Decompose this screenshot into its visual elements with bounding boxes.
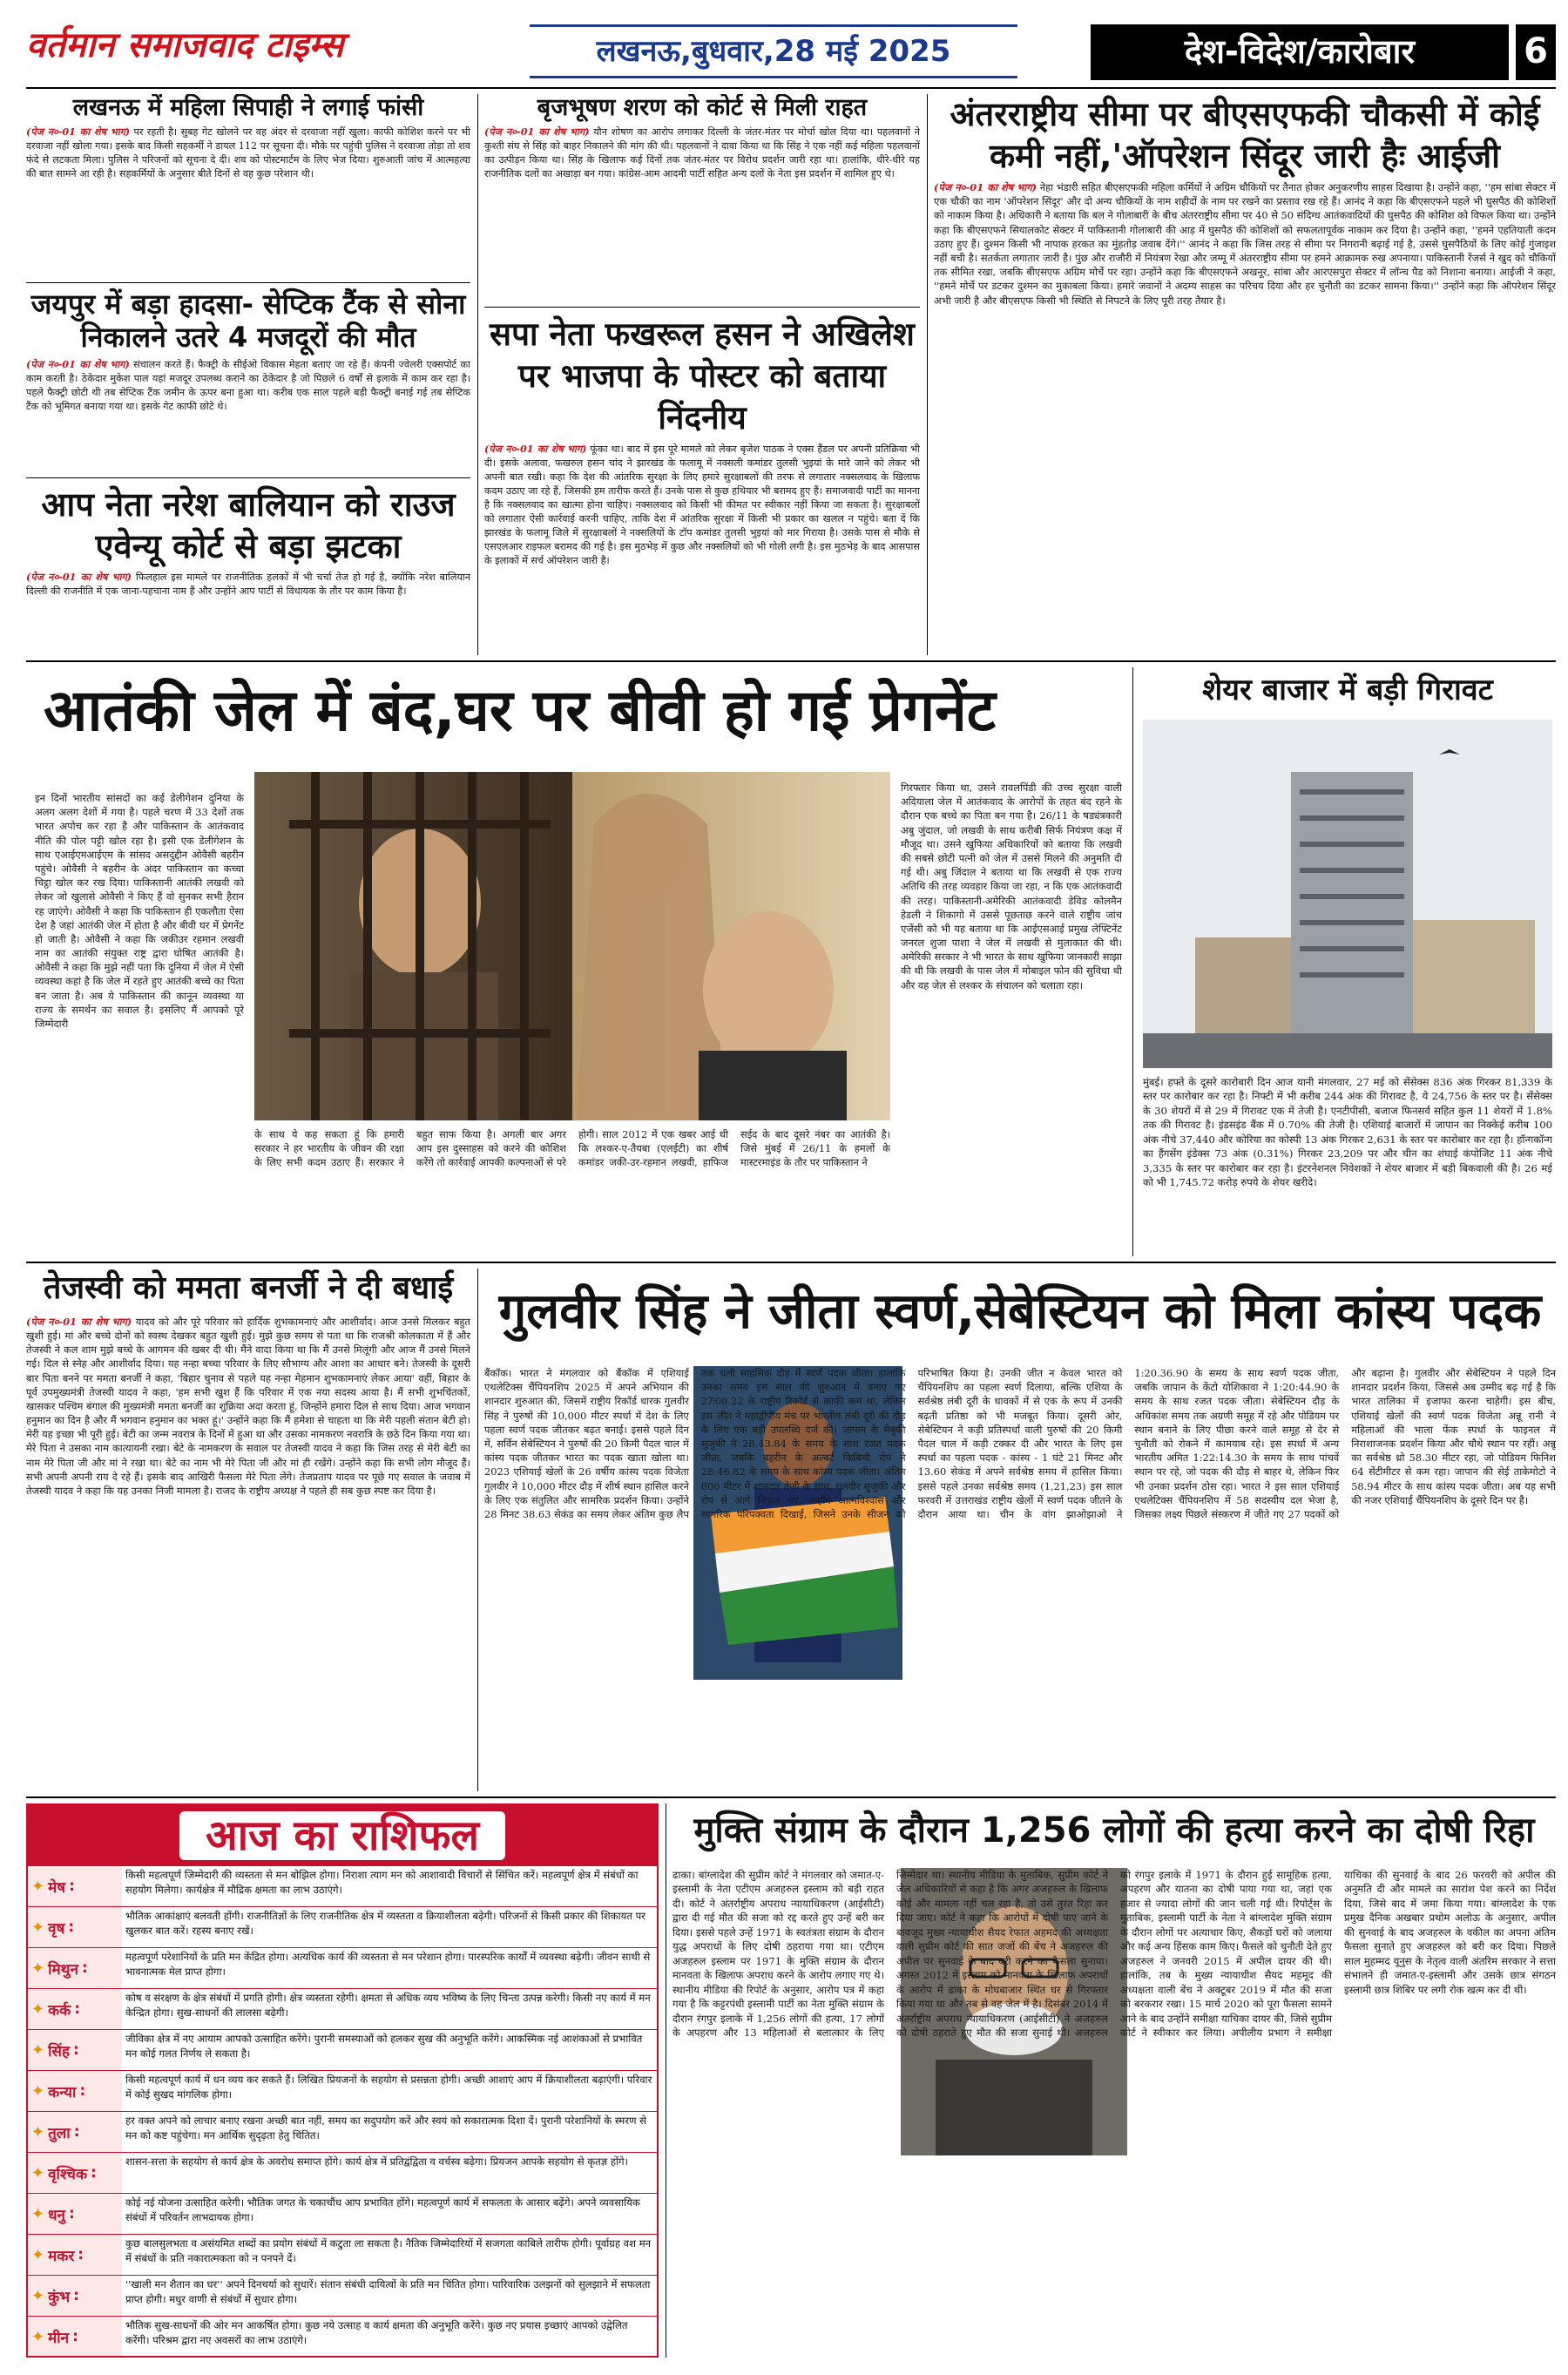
story-body: मुंबई। हफ्ते के दूसरे कारोबारी दिन आज यानी मंगलवार, 27 मई को सेंसेक्स 836 अंक गिरकर 81,339 के स्तर पर कारोबार कर रहा है। निफ्टी में भी करीब 244 अंक की गिरावट है, ये 24,756 के स्तर पर है। सेंसेक्स के 30 शेयरों में से 29 में गिरावट एक में तेजी है। एनटीपीसी, बजाज फिनसर्व सहित कुल 11 शेयरों में 1.8% तक की गिरावट है। इंडसइंड बैंक में 0.70% की तेजी है। एशियाई बाजारों में जापान का निक्केई करीब 100 अंक नीचे 37,440 और कोरिया का कोस्पी 13 अंक गिरकर 2,631 के स्तर पर कारोबार कर रहा है। हॉन्गकॉन्ग का हैंगसेंग इंडेक्स 73 अंक (0.31%) गिरकर 23,209 पर और चीन का शंघाई कंपोजिट 11 अंक नीचे 3,335 के स्तर पर कारोबार कर रहा है। इंटरनेशनल निवेशकों ने शेयर बाजार में बड़ी बिकवाली की है। 26 मई को भी 1,745.72 करोड़ रुपये के शेयर खरीदे। — [1143, 1076, 1552, 1189]
continuation-tag: (पेज न०-01 का शेष भाग) — [484, 443, 587, 456]
star-icon: ✦ — [31, 1918, 45, 1937]
headline: शेयर बाजार में बड़ी गिरावट — [1202, 673, 1493, 707]
story-text: पर रहती है। सुबह गेट खोलने पर वह अंदर से दरवाजा नहीं खुला। काफी कोशिश करने पर भी दरवाजा नहीं खोला गया। इसके बाद किसी सहकर्मी ने डायल 112 पर सूचना दी। मौके पर पहुंची पुलिस ने दरवाजा तोड़ा तो शव फंदे से लटकता मिला। पुलिस ने परिजनों को सूचना दे दी। शव को पोस्टमार्टम के लिए भेज दिया। शुरुआती जांच में आत्महत्या की बात सामने आ रही है। सहकर्मियों के अनुसार बीते दिनों से वह कुछ परेशान थी। — [26, 126, 470, 180]
bse-photo — [1143, 720, 1552, 1068]
rashi-sign: धनु — [48, 2206, 65, 2224]
rashi-label: ✦ तुला : — [28, 2112, 122, 2152]
story-text: फूंका था। बाद में इस पूरे मामले को लेकर बृजेश पाठक ने एक्स हैंडल पर अपनी प्रतिक्रिया भी दी। इसके अलावा, फखरुल हसन चांद ने झारखंड के फलामू में नक्सली कमांडर तुलसी भुइयां के मारे जाने को लेकर भी अपनी बात रखी। कहा कि देश की आंतरिक सुरक्षा के लिए हमारे सुरक्षाबलों की तरफ से लगातार नक्सलवाद के खिलाफ कदम उठाए जा रहे हैं, जिसकी हम तारीफ करते हैं। उनके पास से कुछ हथियार भी बरामद हुए हैं। समाजवादी पार्टी का मानना है कि नक्सलवाद का खात्मा होना चाहिए। नक्सलवाद को किसी भी कीमत पर स्वीकार नहीं किया जा सकता है। सुरक्षाबलों को लगातार ऐसी कार्रवाई करनी चाहिए, ताकि देश में आंतरिक सुरक्षा में किसी भी प्रकार का खलल न पहुंचे। बता दें कि झारखंड के फलामू जिले में सुरक्षाबलों ने नक्सलियों के टॉप कमांडर तुलसी भुइयां को मार गिराया है। उसके पास से मौके से एसएलआर राइफल बरामद की गई है। इस मुठभेड़ में कुछ और नक्सलियों को भी गोली लगी है। इस मुठभेड़ के बाद आसपास के इलाकों में सर्च ऑपरेशन जारी है। — [484, 443, 920, 566]
rashi-sign: मिथुन — [48, 1960, 78, 1979]
star-icon: ✦ — [31, 2327, 45, 2346]
bse-building-illustration — [1143, 720, 1552, 1068]
divider — [484, 307, 920, 308]
prison-illustration — [254, 772, 890, 1120]
headline: मुक्ति संग्राम के दौरान 1,256 लोगों की हत्या करने का दोषी रिहा — [693, 1810, 1535, 1851]
continuation-tag: (पेज न०-01 का शेष भाग) — [934, 181, 1037, 193]
story-body — [26, 571, 470, 599]
rashi-text: हर वक्त अपने को लाचार बनाए रखना अच्छी बात नहीं, समय का सदुपयोग करें और स्वयं को सकारात्मक दिशा दें। पुरानी परेशानियों के स्मरण से मन को कष्ट पहुंचेगा। मन आर्थिक सुदृढ़ता हेतु चिंतित। — [125, 2114, 646, 2142]
story-text: ढाका। बांग्लादेश की सुप्रीम कोर्ट ने मंगलवार को जमात-ए-इस्लामी के नेता एटीएम अजहरुल इस्लाम को बड़ी राहत दी। कोर्ट ने अंतर्राष्ट्रीय अपराध न्यायाधिकरण (आईसीटी) द्वारा दी गई मौत की सजा को रद्द करते हुए उन्हें बरी कर दिया। इससे पहले उन्हें 1971 के स्वतंत्रता संग्राम के दौरान युद्ध अपराधों के लिए दोषी ठहराया गया था। एटीएम अजहरुल इस्लाम पर 1971 के मुक्ति संग्राम के दौरान मानवता के खिलाफ अपराध करने के आरोप लगाए गए थे। स्थानीय मीडिया की रिपोर्ट के अनुसार, आरोप पत्र में कहा गया है कि कट्टरपंथी इस्लामी पार्टी का नेता मुक्ति संग्राम के दौरान रंगपुर इलाके में 1,256 लोगों की हत्या, 17 लोगों के अपहरण और 13 महिलाओं से बलात्कार के लिए जिम्मेदार था। स्थानीय मीडिया के मुताबिक, सुप्रीम कोर्ट ने जेल अधिकारियों से कहा है कि अगर अजहरुल के खिलाफ कोई और मामला नहीं चल रहा है, तो उसे तुरंत रिहा कर दिया जाए। कोर्ट ने कहा कि आरोपों में दोषी पाए जाने के बावजूद मुख्य न्यायाधीश सैयद रेफात अहमद की अध्यक्षता वाली सुप्रीम कोर्ट की सात जजों की बेंच ने अजहरुल की अपील पर सुनवाई के बाद बरी करने का फैसला सुनाया। अगस्त 2012 में इस्लाम को मानवता के खिलाफ अपराधों के आरोप में ढाका के मोघबाजार स्थित घर से गिरफ्तार किया गया था और तब से वह जेल में है। दिसंबर 2014 में अंतर्राष्ट्रीय अपराध न्यायाधिकरण (आईसीटी) ने अजहरुल को दोषी ठहराते हुए मौत की सजा सुनाई थी। अजहरुल को रंगपुर इलाके में 1971 के दौरान हुई सामूहिक हत्या, अपहरण और यातना का दोषी पाया गया था, जहां एक हजार से ज्यादा लोगों की जान चली गई थी। रिपोर्ट्स के मुताबिक, इस्लामी पार्टी के नेता ने बांग्लादेश मुक्ति संग्राम के दौरान लोगों पर अत्याचार किए, सैकड़ों घरों को जलाया और कई अन्य हिंसक काम किए। फैसले को चुनौती देते हुए अजहरुल ने जनवरी 2015 में अपील दायर की थी। हालांकि, तब के मुख्य न्यायाधीश सैयद महमूद की अध्यक्षता वाली बेंच ने अक्टूबर 2019 में मौत की सजा को बरकरार रखा। 15 मार्च 2020 को पूरा फैसला सामने आने के बाद उन्होंने समीक्षा याचिका दायर की, जिसे सुप्रीम कोर्ट ने स्वीकार कर लिया। अपीलीय प्रभाग ने समीक्षा याचिका की सुनवाई के बाद 26 फरवरी को अपील की अनुमति दी और मामले का सारांश पेश करने का निर्देश दिया, जिसे बाद में जमा किया गया। बांग्लादेश के एक प्रमुख दैनिक अखबार प्रथोम अलोऊ के अनुसार, अपील की सुनवाई के बाद अजहरुल के वकील का अपना अंतिम फैसला सुनाते हुए अजहरुल को बरी कर दिया। पिछले साल मुहम्मद यूनुस के नेतृत्व वाली अंतरिम सरकार ने सत्ता संभालने ही जमात-ए-इस्लामी और उसके छात्र संगठन इस्लामी छात्र शिबिर पर लगी रोक खत्म कर दी थी। — [672, 1869, 1556, 2039]
story-fakhrul — [484, 314, 920, 655]
continuation-tag: (पेज न०-01 का शेष भाग) — [484, 125, 590, 139]
rashi-sign: मीन — [48, 2329, 70, 2347]
story-aatanki — [26, 667, 1125, 1256]
section-rule — [26, 1796, 1556, 1798]
story-text: फिलहाल इस मामले पर राजनीतिक हलकों में भी चर्चा तेज हो गई है, क्योंकि नरेश बालियान दिल्ली की राजनीति में एक जाना-पहचाना नाम हैं और उन्होंने आप पार्टी से विधायक के तौर पर काम किया है। — [26, 572, 470, 597]
rashi-label: ✦ कन्या : — [28, 2071, 122, 2111]
headline: सपा नेता फखरूल हसन ने अखिलेश पर भाजपा के पोस्टर को बताया निंदनीय — [490, 315, 915, 437]
rashi-label: ✦ वृश्चिक : — [28, 2153, 122, 2193]
section-rule — [26, 1262, 1556, 1263]
story-lucknow — [26, 94, 470, 279]
rashifal-row — [28, 2153, 657, 2194]
column-rule — [477, 94, 478, 655]
rashi-sign: वृष — [48, 1919, 65, 1938]
rashi-text: शासन-सत्ता के सहयोग से कार्य क्षेत्र के अवरोध समाप्त होंगे। कार्य क्षेत्र में प्रतिद्वंद्विता व वर्चस्व बढ़ेगा। प्रियजन आपके सहयोग से कृतज्ञ होंगे। — [125, 2155, 628, 2168]
rashifal-row — [28, 2235, 657, 2276]
divider — [26, 477, 470, 478]
continuation-tag: (पेज न०-01 का शेष भाग) — [26, 1315, 132, 1328]
story-body — [26, 125, 470, 181]
headline: आतंकी जेल में बंद,घर पर बीवी हो गई प्रेगनेंट — [44, 677, 997, 744]
story-text: संचालन करते हैं। फैक्ट्री के सीईओ विकास मेहता बताए जा रहे हैं। कंपनी ज्वेलरी एक्सपोर्ट का काम करती है। ठेकेदार मुकेश पाल यहां मजदूर उपलब्ध कराने का ठेकेदार है जो पिछले 6 वर्षों से इलाके में काम कर रहा है। पहले फैक्ट्री छोटी थी तब सेप्टिक टैंक जमीन के ऊपर बना हुआ था। करीब एक साल पहले बड़ी फैक्ट्री बनाई गई तब सेप्टिक टैंक को भूमिगत बनाया गया था। इसके गेट काफी छोटे थे। — [26, 358, 470, 412]
story-body-mid — [254, 1127, 890, 1253]
column-rule — [477, 1269, 478, 1791]
section-banner — [1091, 24, 1509, 80]
rashi-text: ''खाली मन शैतान का घर'' अपने दिनचर्या को सुधारें। संतान संबंधी दायित्वों के प्रति मन चिंतित होगा। पारिवारिक उलझनों को सुलझाने में सफलता प्राप्त होगी। मधुर वाणी से संबंधों में सुधार होगा। — [125, 2278, 651, 2305]
rashifal-row — [28, 2276, 657, 2317]
star-icon: ✦ — [31, 2122, 45, 2142]
star-icon: ✦ — [31, 1999, 45, 2019]
rashifal-row — [28, 2030, 657, 2071]
story-jaipur — [26, 288, 470, 475]
divider — [26, 282, 470, 283]
rashi-sign: मकर — [48, 2247, 75, 2265]
rashi-text: महत्वपूर्ण परेशानियों के प्रति मन केंद्रित होगा। अत्यधिक कार्य की व्यस्तता से मन परेशान होगा। पारस्परिक कार्यों में व्यवस्था बढ़ेगी। जीवन साथी से भावनात्मक मेल प्राप्त होगा। — [125, 1951, 651, 1978]
rashi-label: ✦ वृष : — [28, 1907, 122, 1947]
rashifal-row — [28, 2071, 657, 2112]
continuation-tag: (पेज न०-01 का शेष भाग) — [26, 125, 131, 139]
rashi-label: ✦ धनु : — [28, 2194, 122, 2234]
story-text: के साथ ये कह सकता हूं कि हमारी सरकार ने हर भारतीय के जीवन की रक्षा के लिए सभी कदम उठाए हैं। सरकार ने बहुत साफ किया है। अगली बार अगर आप इस दुस्साहस को करने की कोशिश करेंगे तो कार्रवाई आपकी कल्पनाओं से परे होगी। साल 2012 में एक खबर आई थी कि लश्कर-ए-तैयबा (एलईटी) का शीर्ष कमांडर जकी-उर-रहमान लखवी, हाफिज सईद के बाद दूसरे नंबर का आतंकी है। जिसे मुंबई में 26/11 के हमलों के मास्टरमाइंड के तौर पर पाकिस्तान ने — [254, 1128, 890, 1169]
story-bsf — [934, 94, 1556, 655]
rashi-label: ✦ मेष : — [28, 1866, 122, 1906]
section-title: देश-विदेश/कारोबार — [1184, 32, 1416, 71]
star-icon: ✦ — [31, 2081, 45, 2101]
rashi-text: किसी महत्वपूर्ण जिम्मेदारी की व्यस्तता से मन बोझिल होगा। निराशा त्याग मन को आशावादी विचारों से सिंचित करें। महत्वपूर्ण क्षेत्र में संबंधों का सहयोग मिलेगा। कार्यक्षेत्र में मौद्रिक क्षमता का लाभ उठाएंगे। — [125, 1869, 639, 1896]
rashi-sign: वृश्चिक — [48, 2165, 88, 2183]
story-text: यौन शोषण का आरोप लगाकर दिल्ली के जंतर-मंतर पर मोर्चा खोल दिया था। पहलवानों ने कुश्ती संघ से सिंह को बाहर निकालने की मांग की थी। पहलवानों ने दावा किया था कि सिंह ने एक नहीं कई महिला पहलवानों का उत्पीड़न किया था। सिंह के खिलाफ कई दिनों तक जंतर-मंतर पर विरोध प्रदर्शन जारी रहा था। हालांकि, धीरे-धीरे यह राजनीतिक दलों का अखाड़ा बन गया। कांग्रेस-आम आदमी पार्टी सहित अन्य दलों के नेता इस प्रदर्शन में शामिल हुए थे। — [484, 126, 920, 180]
star-icon: ✦ — [31, 2040, 45, 2060]
story-gulveer — [484, 1269, 1556, 1791]
rashifal-row — [28, 1907, 657, 1948]
headline: लखनऊ में महिला सिपाही ने लगाई फांसी — [72, 94, 424, 121]
star-icon: ✦ — [31, 2245, 45, 2264]
continuation-tag: (पेज न०-01 का शेष भाग) — [26, 357, 130, 370]
column-rule — [927, 94, 928, 655]
story-brijbhushan — [484, 94, 920, 303]
headline: अंतरराष्ट्रीय सीमा पर बीएसएफकी चौकसी में कोई कमी नहीं,'ऑपरेशन सिंदूर जारी हैः आईजी — [950, 95, 1540, 175]
column-rule — [1132, 667, 1133, 1256]
story-text: यादव को और पूरे परिवार को हार्दिक शुभकामनाएं और आशीर्वाद। आज उनसे मिलकर बहुत खुशी हुई। मां और बच्चे दोनों को स्वस्थ देखकर बहुत खुशी हुई। मुझे कुछ समय से पता था कि राजश्री कोलकाता में हैं और तेजस्वी ने कल शाम मुझे बच्चे के आगमन की खबर दी थी। मैंने वादा किया था कि मैं उनसे मिलूंगी और आज मैं उनसे मिलने गई। दिल से स्नेह और आशीर्वाद दिया। यह नन्हा बच्चा परिवार के लिए सौभाग्य और आशा का आधार बने। तेजस्वी के दूसरी बार पिता बनने पर ममता बनर्जी ने कहा, 'बिहार चुनाव से पहले यह नन्हा मेहमान शुभकामनाएं लेकर आया' वहीं, बिहार के पूर्व उपमुख्यमंत्री तेजस्वी यादव ने कहा, 'हम सभी खुश हैं कि परिवार में एक नया सदस्य आया है। मैं सभी शुभचिंतकों, खासकर पश्चिम बंगाल की मुख्यमंत्री ममता बनर्जी का शुक्रिया अदा करता हूं, जिन्होंने हमारा दिल से साथ दिया। आज भगवान हनुमान का दिन है और मैं भगवान हनुमान का भक्त हूं।' उन्होंने कहा कि मैं हमेशा से चाहता था कि मेरी पहली संतान बेटी हो। मेरी यह इच्छा भी पूरी हुई। बेटी का जन्म नवरात्र के दिनों में हुआ था और उसका नामकरण नवरात्रि के छठे दिन किया गया था। मेरे पिता ने उसका नाम कात्यायनी रखा। बेटे के नामकरण के सवाल पर तेजस्वी यादव ने कहा कि जिस तरह से मेरी बेटी का नाम मेरे पिता जी और मां ने रखा था। बेटे का नाम भी मेरे पिता जी और मां ही रखेंगे। उन्होंने कहा कि सभी लोग मौजूद हैं। सभी अपनी अपनी राय दे रहे हैं। इसके बाद आखिरी फैसला मेरे पिता लेंगे। तेजप्रताप यादव पर पूछे गए सवाल के जवाब में तेजस्वी यादव ने कहा कि यह उनका निजी मामला है। राजद के राष्ट्रीय अध्यक्ष ने पहले ही सब कुछ स्पष्ट कर दिया है। — [26, 1315, 470, 1498]
rashi-text: किसी महत्वपूर्ण कार्य में धन व्यय कर सकते हैं। लिखित प्रियजनों के सहयोग से प्रसन्नता होगी। अच्छी आशाएं आप में क्रियाशीलता बढ़ाएंगी। परिवार में कोई सुखद मांगलिक होगा। — [125, 2074, 652, 2101]
rashi-text: कोई नई योजना उत्साहित करेगी। भौतिक जगत के चकाचौंध आप प्रभावित होंगे। महत्वपूर्ण कार्य में सफलता के आसार बढ़ेंगे। अपने व्यवसायिक संबंधों में परिवर्तन लाभदायक होगा। — [125, 2196, 640, 2223]
rashi-label: ✦ मकर : — [28, 2235, 122, 2275]
rashi-label: ✦ मिथुन : — [28, 1948, 122, 1988]
story-sharemarket — [1139, 667, 1556, 1256]
rashi-label: ✦ मीन : — [28, 2317, 122, 2357]
star-icon: ✦ — [31, 1959, 45, 1978]
rashifal-title-bar — [28, 1805, 657, 1866]
headline: बृजभूषण शरण को कोर्ट से मिली राहत — [537, 94, 868, 121]
rashi-sign: कन्या — [48, 2083, 77, 2101]
story-body — [934, 180, 1556, 308]
rashi-text: भौतिक सुख-साधनों की ओर मन आकर्षित होगा। कुछ नये उत्साह व कार्य क्षमता की अनुभूति करेंगे। कुछ नए प्रयास इच्छाएं आपको उद्वेलित करेंगी। परिश्रम द्वारा नए अवसरों का लाभ उठाएंगे। — [125, 2319, 628, 2346]
story-body — [484, 443, 920, 567]
story-bangladesh — [672, 1803, 1556, 2358]
rashi-sign: तुला — [48, 2124, 71, 2142]
rashifal-list — [28, 1866, 657, 2358]
story-body-right: गिरफ्तार किया था, उसने रावलपिंडी की उच्च सुरक्षा वाली अदियाला जेल में आतंकवाद के आरोपों के तहत बंद रहने के दौरान एक बच्चे का पिता बन गया है। 26/11 के षड्यंत्रकारी अबु जुंदाल, जो लखवी के साथ करीबी सिर्फ नियंत्रण कक्ष में मौजूद था। उसने खुफिया अधिकारियों को बताया कि लखवी की सबसे छोटी पत्नी को जेल में उससे मिलने की अनुमति दी गई थी। अबु जिंदाल ने बताया था कि लखवी से एक राज्य अतिथि की तरह व्यवहार किया जा रहा, न कि एक आतंकवादी की तरह। पाकिस्तानी-अमेरिकी आतंकवादी डेविड कोलमैन हेडली ने शिकागो में उससे पूछताछ करने वाले राष्ट्रीय जांच एजेंसी को भी यह बताया था कि आईएसआई प्रमुख लेफ्टिनेंट जनरल शुजा पाशा ने जेल में लखवी से मुलाकात की थी। अमेरिकी सरकार ने भी भारत के साथ खुफिया जानकारी साझा की थी कि लखवी के पास जेल में मोबाइल फोन की सुविधा थी और वह जेल से लश्कर के संचालन को चलाता रहा। — [901, 782, 1122, 991]
star-icon: ✦ — [31, 2286, 45, 2305]
story-body — [26, 1315, 470, 1498]
rashi-text: जीविका क्षेत्र में नए आयाम आपको उत्साहित करेंगे। पुरानी समस्याओं को हलकर सुख की अनुभूति करेंगे। आकस्मिक नई आशंकाओं से प्रभावित मन कोई गलत निर्णय ले सकता है। — [125, 2033, 643, 2060]
story-photo — [254, 772, 890, 1120]
story-text: बैंकॉक। भारत ने मंगलवार को बैंकॉक में एशियाई एथलेटिक्स चैंपियनशिप 2025 में अपने अभियान की शानदार शुरुआत की, जिसमें राष्ट्रीय रिकॉर्ड धारक गुलवीर सिंह ने पुरुषों की 10,000 मीटर स्पर्धा में देश के लिए पहला स्वर्ण पदक जीतकर बढ़त बनाई। इससे पहले दिन में, सर्विन सेबेस्टियन ने पुरुषों की 20 किमी पैदल चाल में कांस्य पदक जीतकर भारत का पदक खाता खोला था। 2023 एशियाई खेलों के 26 वर्षीय कांस्य पदक विजेता गुलवीर ने 10,000 मीटर दौड़ में शीर्ष स्थान हासिल करने के लिए एक संतुलित और सामरिक प्रदर्शन किया। उन्होंने 28 मिनट 38.63 सेकंड का समय लेकर अंतिम कुछ लैप तक चली साहसिक दौड़ में स्वर्ण पदक जीता। हालांकि उनका समय इस साल की शुरुआत में बनाए गए 27ः00.22 के राष्ट्रीय रिकॉर्ड से काफी कम था, लेकिन इस जीत ने महाद्वीपीय मंच पर भारतीय लंबी दूरी की दौड़ के लिए एक बड़ी उपलब्धि दर्ज की। जापान के मेबुकी सुजुकी ने 28.43.84 के समय के साथ रजत पदक जीता, जबकि बहरीन के अल्बर्ट किबिची रोप ने 28:46.82 के समय के साथ कांस्य पदक जीता। अंतिम 800 मीटर में शानदार तेजी के साथ, गुलवीर सुजुकी और रोप से आगे निकल गए, उन्होंने आत्मविश्वास और सामरिक परिपक्वता दिखाई, जिसने उनके सीजन को परिभाषित किया है। उनकी जीत न केवल भारत को चैंपियनशिप का पहला स्वर्ण दिलाया, बल्कि एशिया के सर्वश्रेष्ठ लंबी दूरी के धावकों में से एक के रूप में उनकी बढ़ती प्रतिष्ठा को भी मजबूत किया। दूसरी ओर, सेबेस्टियन ने कड़ी प्रतिस्पर्धा वाली पुरुषों की 20 किमी पैदल चाल में कड़ी टक्कर दी और भारत के लिए इस स्पर्धा का पहला पदक - कांस्य - 1 घंटे 21 मिनट और 13.60 सेकंड में अपने सर्वश्रेष्ठ समय में हासिल किया। इससे पहले उनका सर्वश्रेष्ठ समय (1,21,23) इस साल फरवरी में उत्तराखंड राष्ट्रीय खेलों में स्वर्ण पदक जीतने के दौरान आया था। चीन के वांग झाओझाओ ने 1:20.36.90 के समय के साथ स्वर्ण पदक जीता, जबकि जापान के केंटो योशिकावा ने 1:20:44.90 के समय के साथ रजत पदक जीता। सेबेस्टियन दौड़ के अधिकांश समय तक अग्रणी समूह में रहे और पोडियम पर स्थान बनाने के लिए पीछा करने वाले समूह से देर से चुनौती को रोकने में कामयाब रहे। इस स्पर्धा में अन्य भारतीय अमित 1:22:14.30 के समय के साथ पांचवें स्थान पर रहे, जो पदक की दौड़ से बाहर थे, लेकिन फिर भी उनका प्रदर्शन ठोस रहा। भारत ने इस साल एशियाई एथलेटिक्स चैंपियनशिप में 58 सदस्यीय दल भेजा है, जिसका लक्ष्य पिछले संस्करण में जीते गए 27 पदकों को और बढ़ाना है। गुलवीर और सेबेस्टियन ने पहले दिन शानदार प्रदर्शन किया, जिससे अब उम्मीद बढ़ गई है कि भारत तालिका में इजाफा करना चाहेगी। इस बीच, एशियाई खेलों की स्वर्ण पदक विजेता अन्नू रानी ने महिलाओं की भाला फेंक स्पर्धा के फाइनल में निराशाजनक प्रदर्शन किया और चौथे स्थान पर रहीं। अन्नू का सर्वश्रेष्ठ थ्रो 58.30 मीटर रहा, जो पोडियम फिनिश 64 सेंटीमीटर से कम रहा। जापान की सेई ताकेमोटो ने 58.94 मीटर के साथ कांस्य पदक जीता। अब यह सभी की नजर एशियाई चैंपियनशिप के दूसरे दिन पर है। — [484, 1367, 1556, 1520]
rashifal-box — [26, 1803, 659, 2358]
star-icon: ✦ — [31, 2204, 45, 2223]
story-body — [484, 125, 920, 181]
rashifal-title: आज का राशिफल — [179, 1811, 505, 1860]
headline: तेजस्वी को ममता बनर्जी ने दी बधाई — [43, 1270, 454, 1306]
rashifal-row — [28, 1948, 657, 1989]
headline: गुलवीर सिंह ने जीता स्वर्ण,सेबेस्टियन को मिला कांस्य पदक — [498, 1283, 1542, 1340]
rashi-label: ✦ कर्क : — [28, 1989, 122, 2029]
dateline: लखनऊ,बुधवार,28 मई 2025 — [596, 34, 951, 69]
rashi-text: कुछ बालसुलभता व असंयमित शब्दों का प्रयोग संबंधों में कटुता ला सकता है। नैतिक जिम्मेदारियों में सजगता काबिले तारीफ होगी। पूर्वाग्रह वश मन में संबंधों के प्रति नकारात्मकता को न पनपने दें। — [125, 2237, 652, 2264]
headline: जयपुर में बड़ा हादसा- सेप्टिक टैंक से सोना निकालने उतरे 4 मजदूरों की मौत — [30, 288, 466, 355]
rashi-label: ✦ कुंभ : — [28, 2276, 122, 2316]
rashi-text: कोष व संरक्षण के क्षेत्र संबंधों में प्रगति होगी। क्षेत्र व्यस्तता रहेगी। क्षमता से अधिक व्यय भविष्य के लिए चिन्ता उत्पन्न करेगी। किसी नए कार्य में मन केन्द्रित होगा। सुख-साधनों की लालसा बढ़ेगी। — [125, 1992, 651, 2019]
story-body — [672, 1868, 1556, 2358]
page-number: 6 — [1516, 24, 1556, 80]
rashifal-row — [28, 2317, 657, 2358]
section-rule — [26, 660, 1556, 662]
story-body — [26, 358, 470, 414]
masthead-rule — [26, 87, 1556, 89]
headline: आप नेता नरेश बालियान को राउज एवेन्यू कोर्ट से बड़ा झटका — [41, 485, 456, 565]
rashi-sign: मेष — [48, 1878, 66, 1897]
star-icon: ✦ — [31, 2163, 45, 2182]
story-baliyan — [26, 484, 470, 655]
rashi-sign: कर्क — [48, 2001, 71, 2020]
rashifal-row — [28, 1866, 657, 1907]
rashifal-row — [28, 1989, 657, 2030]
masthead — [0, 0, 1568, 87]
rashi-sign: सिंह — [48, 2042, 71, 2060]
rashifal-row — [28, 2194, 657, 2235]
story-body-left: इन दिनों भारतीय सांसदों का कई डेलीगेशन दुनिया के अलग अलग देशों में गया है। पहले चरण में 33 देशों तक भारत अपोच कर रहा है और पाकिस्तान के आतंकवाद नीति की पोल पट्टी खोल रहा है। इसी एक डेलीगेशन के साथ एआईएमआईएम के सांसद असदुद्दीन ओवैसी बहरीन पहुंचे। ओवैसी ने बहरीन के अंदर पाकिस्तान का कच्चा चिट्ठा खोल कर रख दिया। पाकिस्तानी आतंकी लखवी को लेकर जो खुलासे ओवैसी ने किए हैं वो सुनकर सभी हैरान रह जाएंगे। ओवैसी ने कहा कि पाकिस्तान ही एकलौता ऐसा देश है जहां आतंकी जेल में होता है और बीवी घर में प्रेगनेंट हो जाती है। ओवैसी ने कहा कि जकीउर रहमान लखवी नाम का आतंकी संयुक्त राष्ट्र द्वारा घोषित आतंकी है। ओवैसी ने कहा कि मुझे नहीं पता कि दुनिया में जेल में ऐसी व्यवस्था कहां है कि जेल में रहते हुए आतंकी बच्चे का पिता बन जाता है। अब ये पाकिस्तान की कानून व्यवस्था या राज्य के समर्थन का सवाल है। इसलिए मैं आपको पूरे जिम्मेदारी — [35, 792, 244, 1030]
paper-name: वर्तमान समाजवाद टाइम्स — [26, 25, 344, 65]
story-body — [484, 1366, 1556, 1791]
continuation-tag: (पेज न०-01 का शेष भाग) — [26, 571, 132, 583]
rashifal-row — [28, 2112, 657, 2153]
dateline-box — [530, 24, 1017, 78]
rashi-text: भौतिक आकांक्षाएं बलवती होंगी। राजनीतिज्ञों के लिए राजनीतिक क्षेत्र में व्यस्तता व क्रियाशीलता बढ़ेगी। परिजनों से किसी प्रकार की शिकायत पर खुलकर बात करें। रहस्य बनाए रखें। — [125, 1910, 645, 1937]
rashi-label: ✦ सिंह : — [28, 2030, 122, 2070]
story-tejashwi — [26, 1269, 470, 1791]
story-text: नेहा भंडारी सहित बीएसएफकी महिला कर्मियों ने अग्रिम चौकियों पर तैनात होकर अनुकरणीय साहस दिखाया है। उन्होंने कहा, ''हम सांबा सेक्टर में एक चौकी का नाम 'ऑपरेशन सिंदूर' और दो अन्य चौकियों के नाम शहीदों के नाम पर रखने का प्रस्ताव रख रहे हैं। आनंद ने कहा कि बीएसएफने पहले भी घुसपैठ की कोशिशों को नाकाम किया है। अधिकारी ने बताया कि बल ने गोलाबारी के बीच अंतरराष्ट्रीय सीमा पर 40 से 50 संदिग्ध आतंकवादियों की घुसपैठ की कोशिश को विफल किया था। उन्होंने कहा कि बीएसएफने सियालकोट सेक्टर में पाकिस्तानी गोलाबारी की आड़ में घुसपैठ की कोशिशों को सफलतापूर्वक नाकाम कर दिया है। उन्होंने कहा, ''हमने एहतियाती कदम उठाए हुए हैं। दुश्मन किसी भी नापाक हरकत का मुंहतोड़ जवाब देंगे।'' आनंद ने कहा कि जिस तरह से सीमा पर निगरानी बढ़ाई गई है, उससे घुसपैठियों के लिए कोई गुंजाइश नहीं बची है। सतर्कता लगातार जारी है। पुंछ और राजौरी में नियंत्रण रेखा और जम्मू में अंतरराष्ट्रीय सीमा पर हमने आक्रामक रुख अपनाया। पाकिस्तानी रेंजर्स ने खुद को चौकियों तक सीमित रखा, जबकि बीएसएफ अग्रिम मोर्चे पर रहा। उन्होंने कहा कि बीएसएफने अखनूर, सांबा और आरएसपुरा सेक्टर में लॉन्च पैड को निशाना बनाया। आईजी ने कहा, ''हमने मोर्चे पर डटकर दुश्मन का मुकाबला किया। हमारे जवानों ने अदम्य साहस का परिचय दिया और हर चुनौती का डटकर सामना किया।'' उन्होंने कहा कि ऑपरेशन सिंदूर अभी जारी है और बीएसएफ किसी भी स्थिति से निपटने के लिए पूरी तरह तैयार है। — [934, 181, 1556, 307]
star-icon: ✦ — [31, 1877, 45, 1896]
rashi-sign: कुंभ — [48, 2288, 71, 2306]
